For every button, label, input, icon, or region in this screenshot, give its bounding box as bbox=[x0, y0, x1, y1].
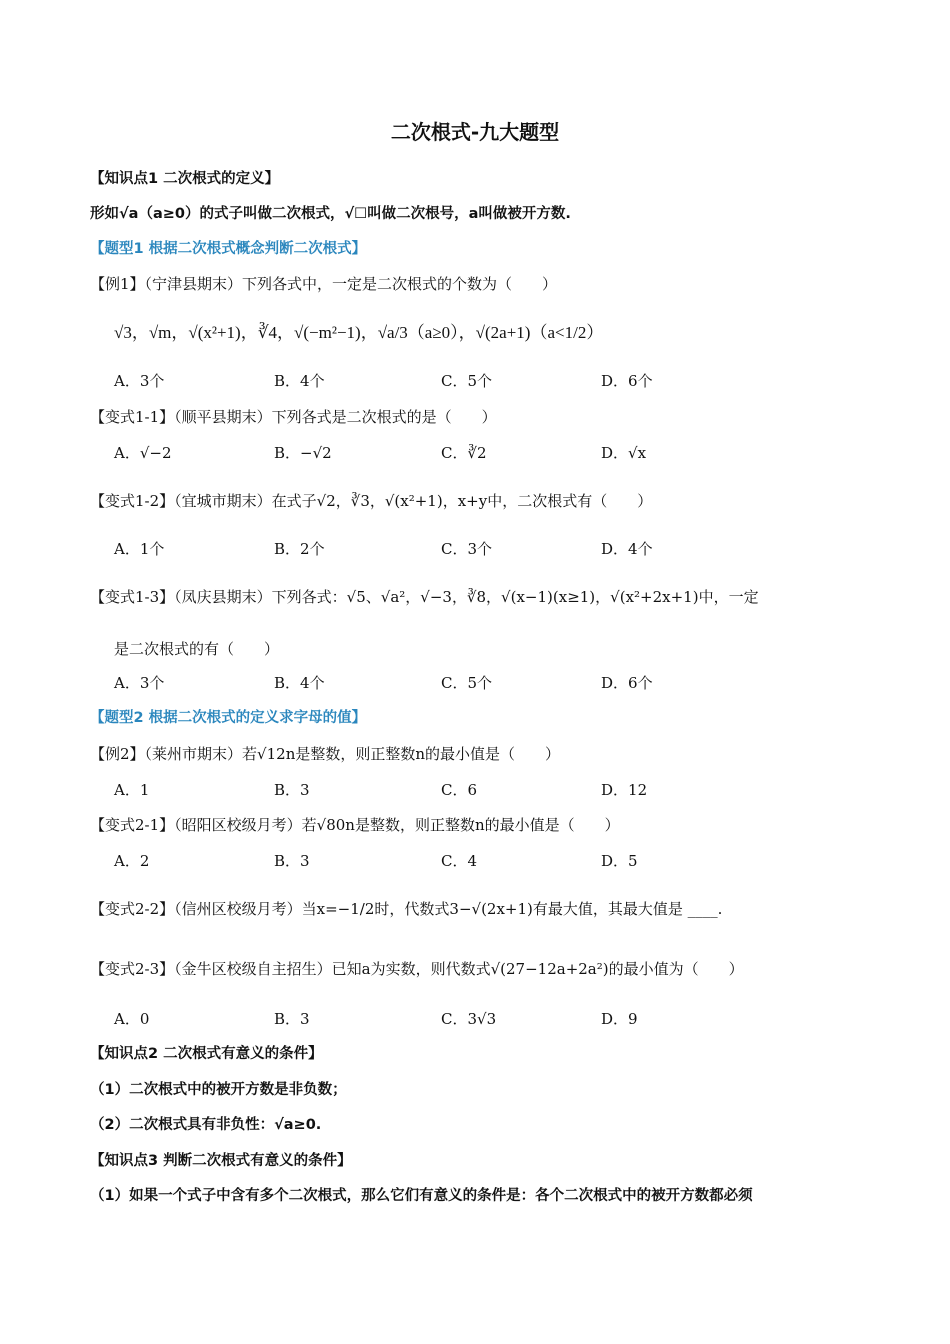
v23-option-c: C．3√3 bbox=[441, 1010, 497, 1028]
ex2-option-a: A．1 bbox=[114, 781, 150, 799]
v13-option-b: B．4个 bbox=[274, 674, 325, 692]
ex1-expressions: √3，√m，√(x²+1)，∛4，√(−m²−1)，√a/3（a≥0），√(2a+1)（a<1/2） bbox=[114, 323, 604, 342]
v13-option-d: D．6个 bbox=[601, 674, 653, 692]
v13-stem: 【变式1-3】（凤庆县期末）下列各式：√5、√a²，√−3，∛8，√(x−1)(x≥1)，√(x²+2x+1)中，一定 bbox=[90, 588, 759, 606]
v21-option-a: A．2 bbox=[114, 852, 150, 870]
v23-option-a: A．0 bbox=[114, 1010, 150, 1028]
v13-option-c: C．5个 bbox=[441, 674, 493, 692]
v23-option-d: D．9 bbox=[601, 1010, 638, 1028]
kp1-heading: 【知识点1 二次根式的定义】 bbox=[90, 171, 280, 187]
v23-option-b: B．3 bbox=[274, 1010, 310, 1028]
v13-option-a: A．3个 bbox=[114, 674, 165, 692]
v11-option-a: A．√−2 bbox=[114, 444, 172, 462]
v11-option-c: C．∛2 bbox=[441, 444, 487, 462]
ex2-option-b: B．3 bbox=[274, 781, 310, 799]
kp3-point-1: （1）如果一个式子中含有多个二次根式，那么它们有意义的条件是：各个二次根式中的被开方数都必须 bbox=[90, 1188, 753, 1204]
v23-stem: 【变式2-3】（金牛区校级自主招生）已知a为实数，则代数式√(27−12a+2a²)的最小值为（ ） bbox=[90, 960, 744, 978]
v11-option-b: B．−√2 bbox=[274, 444, 332, 462]
ex1-option-a: A．3个 bbox=[114, 372, 165, 390]
v22-stem: 【变式2-2】（信州区校级月考）当x=−1/2时，代数式3−√(2x+1)有最大值，其最大值是 ____. bbox=[90, 900, 723, 918]
page-title: 二次根式-九大题型 bbox=[390, 120, 560, 144]
v12-option-b: B．2个 bbox=[274, 540, 325, 558]
v21-stem: 【变式2-1】（昭阳区校级月考）若√80n是整数，则正整数n的最小值是（ ） bbox=[90, 816, 620, 834]
v12-option-c: C．3个 bbox=[441, 540, 493, 558]
kp2-heading: 【知识点2 二次根式有意义的条件】 bbox=[90, 1046, 323, 1062]
ex1-stem: 【例1】（宁津县期末）下列各式中，一定是二次根式的个数为（ ） bbox=[90, 275, 558, 293]
type2-heading: 【题型2 根据二次根式的定义求字母的值】 bbox=[90, 710, 367, 726]
v12-stem: 【变式1-2】（宜城市期末）在式子√2，∛3，√(x²+1)，x+y中，二次根式有（ ） bbox=[90, 492, 653, 510]
kp2-point-2: （2）二次根式具有非负性：√a≥0. bbox=[90, 1117, 322, 1133]
kp3-heading: 【知识点3 判断二次根式有意义的条件】 bbox=[90, 1153, 352, 1169]
v13-stem-continued: 是二次根式的有（ ） bbox=[114, 640, 280, 658]
ex2-stem: 【例2】（莱州市期末）若√12n是整数，则正整数n的最小值是（ ） bbox=[90, 745, 561, 763]
ex1-option-d: D．6个 bbox=[601, 372, 653, 390]
ex1-option-b: B．4个 bbox=[274, 372, 325, 390]
v11-stem: 【变式1-1】（顺平县期末）下列各式是二次根式的是（ ） bbox=[90, 408, 497, 426]
ex1-option-c: C．5个 bbox=[441, 372, 493, 390]
v21-option-d: D．5 bbox=[601, 852, 638, 870]
v21-option-b: B．3 bbox=[274, 852, 310, 870]
v12-option-a: A．1个 bbox=[114, 540, 165, 558]
type1-heading: 【题型1 根据二次根式概念判断二次根式】 bbox=[90, 241, 367, 257]
ex2-option-d: D．12 bbox=[601, 781, 648, 799]
kp2-point-1: （1）二次根式中的被开方数是非负数； bbox=[90, 1082, 347, 1098]
v12-option-d: D．4个 bbox=[601, 540, 653, 558]
v11-option-d: D．√x bbox=[601, 444, 647, 462]
v21-option-c: C．4 bbox=[441, 852, 478, 870]
kp1-definition: 形如√a（a≥0）的式子叫做二次根式，√☐叫做二次根号，a叫做被开方数. bbox=[90, 206, 571, 222]
ex2-option-c: C．6 bbox=[441, 781, 478, 799]
